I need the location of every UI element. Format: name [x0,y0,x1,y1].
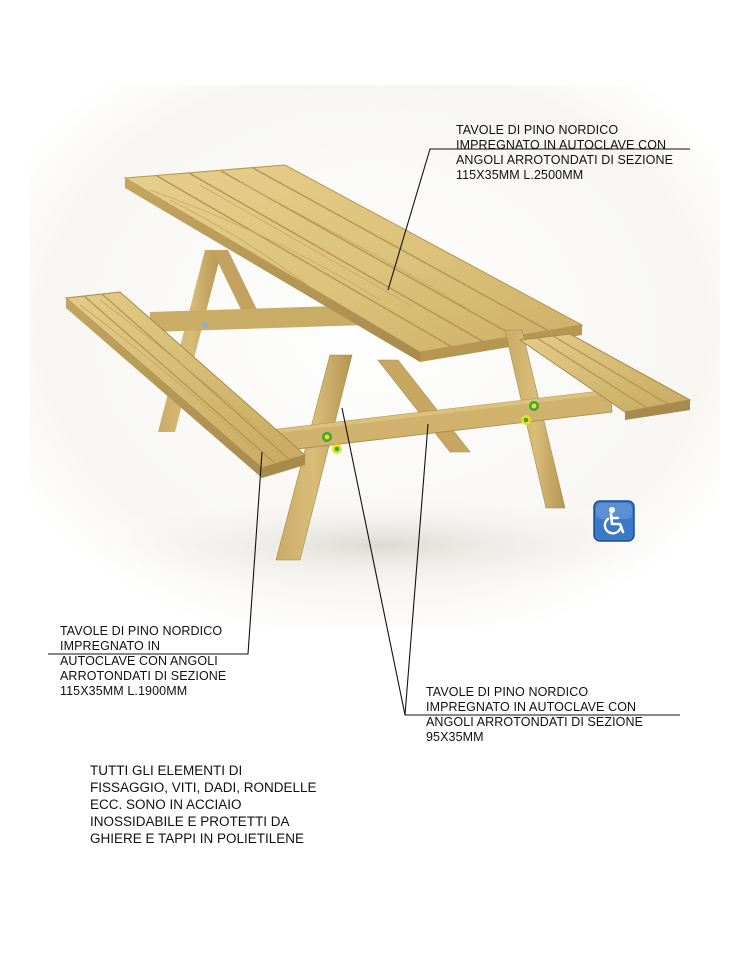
label-line: TAVOLE DI PINO NORDICO [426,685,589,699]
label-bench [60,624,226,699]
label-line: 95X35MM [426,730,484,744]
label-line: ARROTONDATI DI SEZIONE [60,669,227,683]
label-line: 115X35MM L.1900MM [60,684,188,698]
note-line: GHIERE E TAPPI IN POLIETILENE [90,831,305,846]
note-line: ECC. SONO IN ACCIAIO [90,797,242,812]
label-line: TAVOLE DI PINO NORDICO [456,123,619,137]
label-line: IMPREGNATO IN AUTOCLAVE CON [456,138,667,152]
label-line: IMPREGNATO IN AUTOCLAVE CON [426,700,637,714]
note-line: INOSSIDABILE E PROTETTI DA [90,814,290,829]
label-line: ANGOLI ARROTONDATI DI SEZIONE [426,715,644,729]
label-line: AUTOCLAVE CON ANGOLI [60,654,218,668]
note-line: TUTTI GLI ELEMENTI DI [90,763,243,778]
label-line: IMPREGNATO IN [60,639,161,653]
label-line: 115X35MM L.2500MM [456,168,584,182]
label-frame [426,685,643,745]
label-table-top [456,123,673,183]
wheelchair-icon [593,500,635,542]
note-line: FISSAGGIO, VITI, DADI, RONDELLE [90,780,317,795]
label-line: TAVOLE DI PINO NORDICO [60,624,223,638]
fastener-note [90,762,317,847]
label-line: ANGOLI ARROTONDATI DI SEZIONE [456,153,674,167]
